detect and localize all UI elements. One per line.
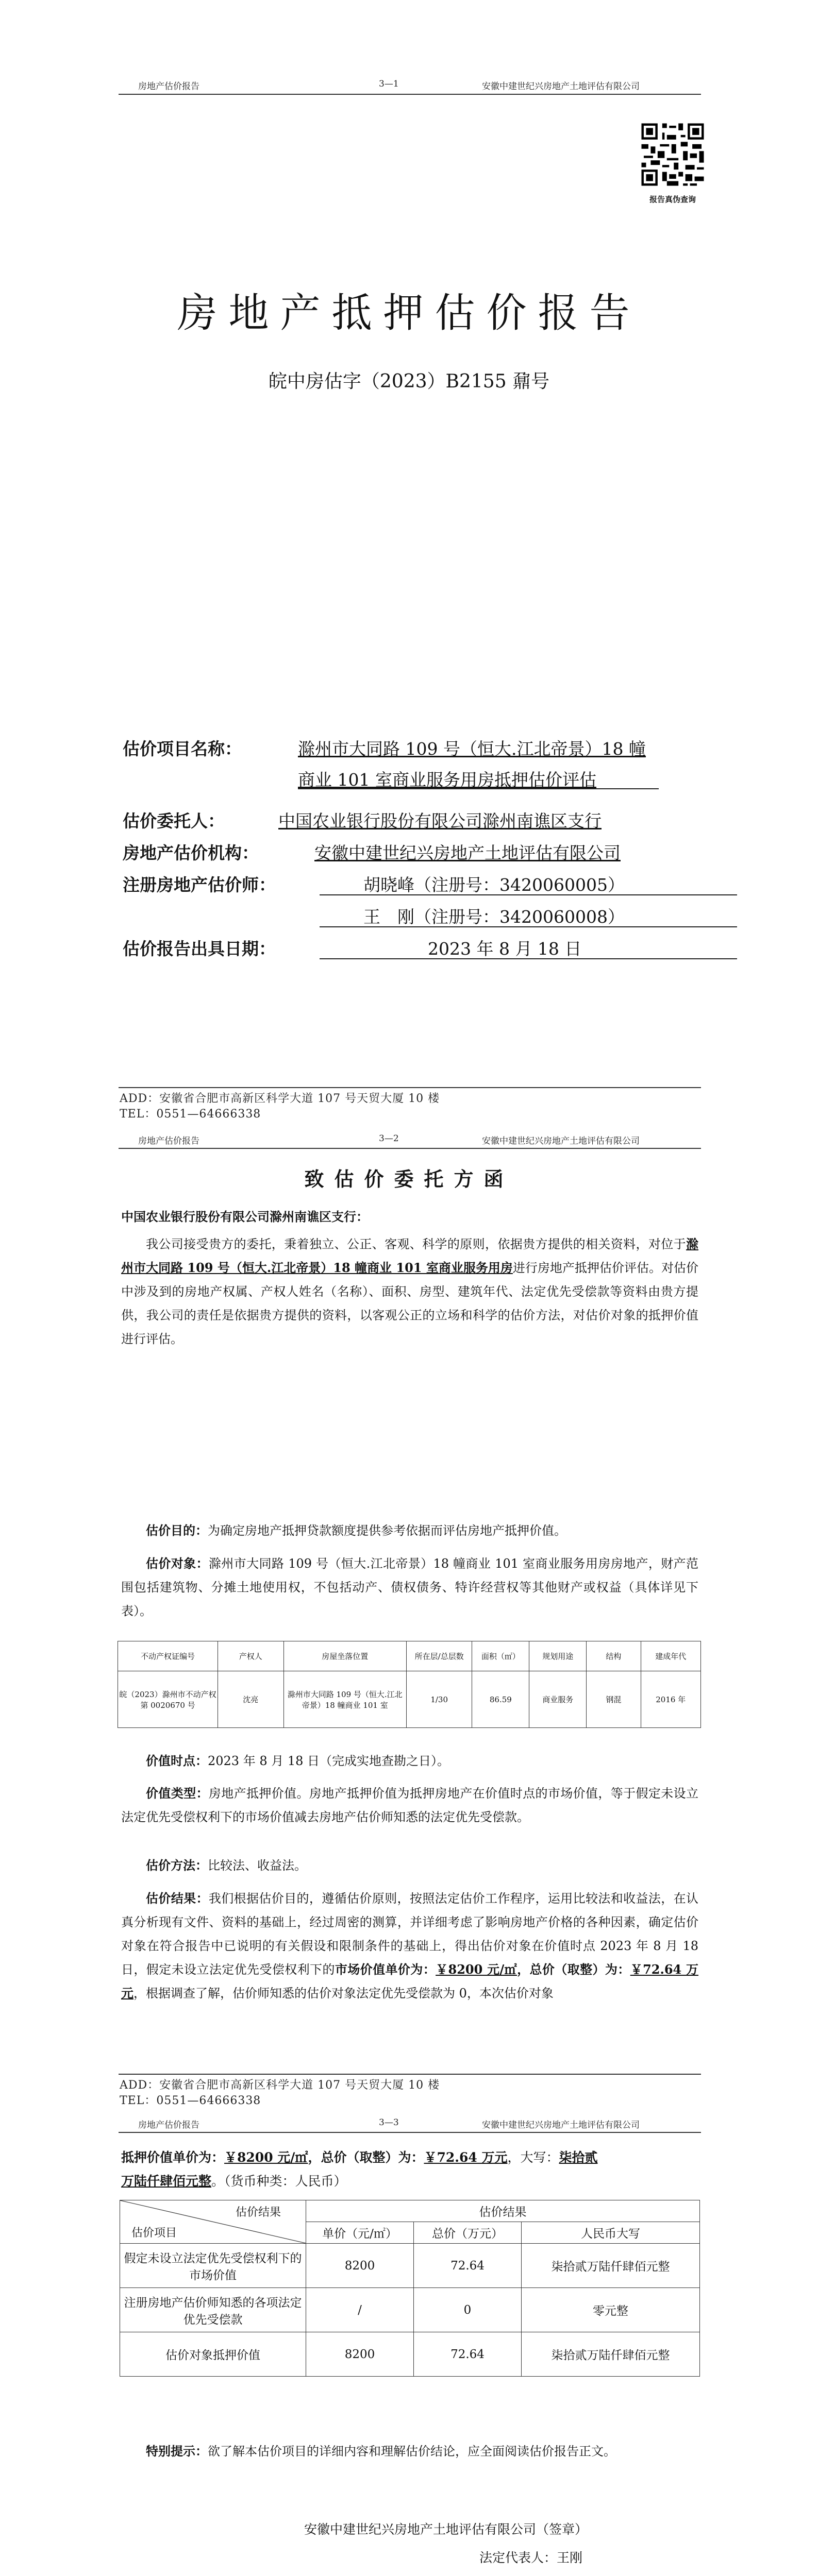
table-cell: 8200 [306, 2244, 414, 2288]
property-table [118, 1641, 701, 1728]
header-rule [119, 1148, 701, 1149]
sign-company: 安徽中建世纪兴房地产土地评估有限公司（签章） [304, 2522, 588, 2537]
table-cell: / [306, 2288, 414, 2332]
appraiser-2-underline [320, 926, 737, 927]
header-left: 房地产估价报告 [138, 1136, 199, 1146]
report-number: 皖中房估字（2023）B2155 鼐号 [268, 371, 550, 392]
mortgage-total-price: ￥72.64 万元 [424, 2150, 508, 2165]
table-header: 面积（㎡） [472, 1641, 529, 1671]
table-cell: 估价对象抵押价值 [120, 2332, 306, 2377]
footer-tel: TEL：0551—64666338 [120, 1108, 261, 1121]
table-cell: 0 [414, 2288, 522, 2332]
table-cell: 72.64 [414, 2332, 522, 2377]
agency-value: 安徽中建世纪兴房地产土地评估有限公司 [314, 843, 621, 863]
table-row [120, 2244, 700, 2288]
footer-address: ADD：安徽省合肥市高新区科学大道 107 号天贸大厦 10 楼 [120, 1092, 440, 1105]
table-cell: 注册房地产估价师知悉的各项法定优先受偿款 [120, 2288, 306, 2332]
date-label: 估价报告出具日期： [123, 939, 276, 959]
project-value-line-2: 商业 101 室商业服务用房抵押估价评估 [298, 770, 596, 790]
header-right: 安徽中建世纪兴房地产土地评估有限公司 [482, 1136, 640, 1146]
value-type-paragraph: 价值类型：房地产抵押价值。房地产抵押价值为抵押房地产在价值时点的市场价值，等于假定未设立法定优先受偿权利下的市场价值减去房地产估价师知悉的法定优先受偿款。 [121, 1786, 699, 1824]
table-header-row [120, 2200, 700, 2222]
client-value: 中国农业银行股份有限公司滁州南谯区支行 [278, 811, 602, 831]
table-header: 总价（万元） [414, 2222, 522, 2244]
footer-rule [119, 2074, 701, 2075]
property-address: 滁州市大同路 109 号（恒大.江北帝景）18 幢商业 101 室商业服务用房 [121, 1236, 698, 1275]
appraiser-1: 胡晓峰（注册号：3420060005） [363, 875, 625, 895]
mortgage-value-paragraph: 抵押价值单价为：￥8200 元/㎡，总价（取整）为：￥72.64 万元，大写：柒拾贰 万陆仟肆佰元整。（货币种类：人民币） [121, 2150, 598, 2189]
project-label: 估价项目名称： [123, 739, 242, 759]
letter-title: 致估价委托方函 [304, 1167, 514, 1191]
table-corner-cell: 估价结果 估价项目 [120, 2200, 306, 2244]
intro-paragraph: 我公司接受贵方的委托，秉着独立、公正、客观、科学的原则，依据贵方提供的相关资料，对位于滁州市大同路 109 号（恒大.江北帝景）18 幢商业 101 室商业服务用房进行房地产抵押估价评估。对估价中涉及到的房地产权属、产权人姓名（名称）、面积、房型、建筑年代、法定优先受偿款等资料由贵方提供，我公司的责任是依据贵方提供的资料，以客观公正的立场和科学的估价方法，对估价对象的抵押价值进行评估。 [121, 1236, 698, 1346]
header-right: 安徽中建世纪兴房地产土地评估有限公司 [482, 81, 640, 92]
footer-rule [119, 1087, 701, 1088]
table-header: 房屋坐落位置 [283, 1641, 406, 1671]
table-header: 人民币大写 [522, 2222, 700, 2244]
qr-caption: 报告真伪查询 [649, 195, 696, 204]
object-paragraph: 估价对象：滁州市大同路 109 号（恒大.江北帝景）18 幢商业 101 室商业服务用房房地产，财产范围包括建筑物、分摊土地使用权，不包括动产、债权债务、特许经营权等其他财产或权益（具体详见下表）。 [121, 1556, 698, 1618]
header-rule [119, 2132, 701, 2133]
notice-paragraph: 特别提示：欲了解本估价项目的详细内容和理解估价结论，应全面阅读估价报告正文。 [146, 2444, 616, 2459]
table-cell: 皖（2023）滁州市不动产权第 0020670 号 [118, 1671, 218, 1728]
appraiser-label: 注册房地产估价师： [123, 875, 276, 895]
agency-label: 房地产估价机构： [123, 843, 259, 863]
table-cell: 2016 年 [641, 1671, 701, 1728]
table-cell: 柒拾贰万陆仟肆佰元整 [522, 2332, 700, 2377]
table-cell: 8200 [306, 2332, 414, 2377]
sign-representative: 法定代表人：王刚 [479, 2550, 583, 2565]
market-total-price: ￥72.64 万元 [121, 1962, 699, 2001]
table-header: 产权人 [218, 1641, 284, 1671]
appraiser-2: 王 刚（注册号：3420060008） [363, 907, 625, 927]
header-left: 房地产估价报告 [138, 2120, 199, 2130]
header-rule [119, 94, 701, 95]
report-title: 房地产抵押估价报告 [177, 290, 641, 336]
table-cell: 86.59 [472, 1671, 529, 1728]
value-date-paragraph: 价值时点：2023 年 8 月 18 日（完成实地查勘之日）。 [146, 1753, 450, 1768]
table-cell: 零元整 [522, 2288, 700, 2332]
header-page-number: 3—1 [379, 79, 399, 89]
table-cell: 商业服务 [529, 1671, 587, 1728]
project-value-line-1: 滁州市大同路 109 号（恒大.江北帝景）18 幢 [298, 739, 646, 759]
table-row [120, 2288, 700, 2332]
appraiser-1-underline [320, 894, 737, 895]
table-row [118, 1671, 701, 1728]
project-value-underline [298, 788, 659, 789]
client-label: 估价委托人： [123, 811, 225, 831]
footer-address: ADD：安徽省合肥市高新区科学大道 107 号天贸大厦 10 楼 [120, 2079, 440, 2092]
table-cell: 假定未设立法定优先受偿权利下的市场价值 [120, 2244, 306, 2288]
table-header-row [118, 1641, 701, 1671]
table-row [120, 2332, 700, 2377]
table-header: 所在层/总层数 [406, 1641, 472, 1671]
table-header: 单价（元/㎡） [306, 2222, 414, 2244]
table-header: 不动产权证编号 [118, 1641, 218, 1671]
table-cell: 柒拾贰万陆仟肆佰元整 [522, 2244, 700, 2288]
table-cell: 沈亮 [218, 1671, 284, 1728]
mortgage-unit-price: ￥8200 元/㎡ [224, 2150, 308, 2165]
table-header: 建成年代 [641, 1641, 701, 1671]
header-left: 房地产估价报告 [138, 81, 199, 92]
table-cell: 72.64 [414, 2244, 522, 2288]
market-unit-price: ￥8200 元/㎡ [436, 1962, 517, 1977]
table-cell: 1/30 [406, 1671, 472, 1728]
table-cell: 滁州市大同路 109 号（恒大.江北帝景）18 幢商业 101 室 [283, 1671, 406, 1728]
header-page-number: 3—3 [379, 2117, 399, 2128]
table-header: 结构 [587, 1641, 641, 1671]
method-paragraph: 估价方法：比较法、收益法。 [146, 1858, 307, 1873]
addressee: 中国农业银行股份有限公司滁州南谯区支行： [121, 1209, 369, 1224]
qr-code-icon[interactable] [639, 121, 706, 188]
footer-tel: TEL：0551—64666338 [120, 2094, 261, 2107]
date-value: 2023 年 8 月 18 日 [428, 939, 582, 959]
result-table [120, 2200, 700, 2377]
date-underline [320, 958, 737, 959]
header-page-number: 3—2 [379, 1133, 399, 1144]
table-cell: 钢混 [587, 1671, 641, 1728]
table-header: 估价结果 [306, 2200, 700, 2222]
table-header: 规划用途 [529, 1641, 587, 1671]
result-paragraph: 估价结果：我们根据估价目的，遵循估价原则，按照法定估价工作程序，运用比较法和收益法，在认真分析现有文件、资料的基础上，经过周密的测算，并详细考虑了影响房地产价格的各种因素，确定估价对象在符合报告中已说明的有关假设和限制条件的基础上，得出估价对象在价值时点 2023 年 8 月 18 日，假定未设立法定优先受偿权利下的市场价值单价为：￥8200 元/㎡，总价（取整）为：￥72.64 万元，根据调查了解，估价师知悉的估价对象法定优先受偿款为 0，本次估价对象 [121, 1891, 699, 2001]
header-right: 安徽中建世纪兴房地产土地评估有限公司 [482, 2120, 640, 2130]
purpose-paragraph: 估价目的：为确定房地产抵押贷款额度提供参考依据而评估房地产抵押价值。 [146, 1523, 566, 1538]
